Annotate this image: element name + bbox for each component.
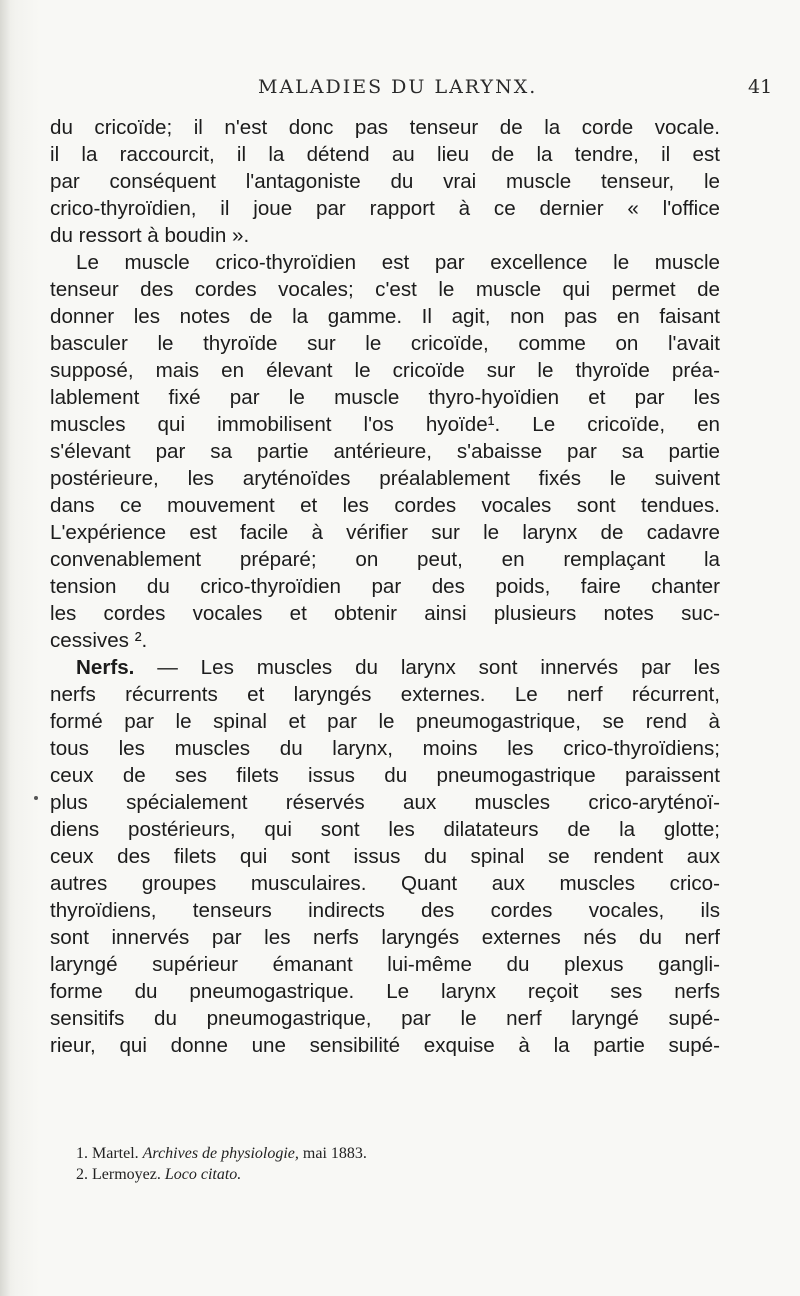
- text-line: cessives ².: [50, 629, 148, 652]
- text-line: muscles qui immobilisent l'os hyoïde¹. Le cricoïde, en: [50, 413, 720, 436]
- text-line: lablement fixé par le muscle thyro-hyoïdien et par les: [50, 386, 720, 409]
- footnote-number: 2.: [76, 1166, 88, 1183]
- text-span: — Les muscles du larynx sont innervés par les: [134, 656, 720, 679]
- text-line: plus spécialement réservés aux muscles crico-aryténoï-: [50, 791, 720, 814]
- text-line: autres groupes musculaires. Quant aux muscles crico-: [50, 872, 720, 895]
- text-line: les cordes vocales et obtenir ainsi plusieurs notes suc-: [50, 602, 720, 625]
- text-line: basculer le thyroïde sur le cricoïde, comme on l'avait: [50, 332, 720, 355]
- text-line: Le muscle crico-thyroïdien est par excellence le muscle: [76, 251, 720, 274]
- page-number: 41: [748, 76, 773, 98]
- text-line: postérieure, les aryténoïdes préalablement fixés le suivent: [50, 467, 720, 490]
- text-line: il la raccourcit, il la détend au lieu de la tendre, il est: [50, 143, 720, 166]
- text-line: s'élevant par sa partie antérieure, s'abaisse par sa partie: [50, 440, 720, 463]
- text-line: du ressort à boudin ».: [50, 224, 250, 247]
- section-lead: Nerfs.: [76, 656, 135, 679]
- footnote: [76, 1164, 716, 1185]
- text-line: sensitifs du pneumogastrique, par le nerf laryngé supé-: [50, 1007, 720, 1030]
- margin-mark: [34, 796, 38, 800]
- footnote-source: Loco citato.: [164, 1166, 242, 1183]
- text-line: du cricoïde; il n'est donc pas tenseur de la corde vocale.: [50, 116, 720, 139]
- text-line: tenseur des cordes vocales; c'est le muscle qui permet de: [50, 278, 720, 301]
- text-line: dans ce mouvement et les cordes vocales sont tendues.: [50, 494, 720, 517]
- text-line: sont innervés par les nerfs laryngés externes nés du nerf: [50, 926, 720, 949]
- text-line: tous les muscles du larynx, moins les crico-thyroïdiens;: [50, 737, 720, 760]
- text-line: supposé, mais en élevant le cricoïde sur le thyroïde préa-: [50, 359, 720, 382]
- text-line: ceux des filets qui sont issus du spinal se rendent aux: [50, 845, 720, 868]
- footnote: [76, 1143, 716, 1164]
- footnotes: [76, 1143, 716, 1185]
- text-line: L'expérience est facile à vérifier sur le larynx de cadavre: [50, 521, 720, 544]
- text-line: ceux de ses filets issus du pneumogastrique paraissent: [50, 764, 720, 787]
- text-line: thyroïdiens, tenseurs indirects des cordes vocales, ils: [50, 899, 720, 922]
- text-line: crico-thyroïdien, il joue par rapport à ce dernier « l'office: [50, 197, 720, 220]
- text-line: par conséquent l'antagoniste du vrai muscle tenseur, le: [50, 170, 720, 193]
- running-head: MALADIES DU LARYNX.: [258, 76, 538, 98]
- footnote-author: Lermoyez.: [92, 1166, 161, 1183]
- text-line: [50, 654, 720, 681]
- footnote-source: Archives de physiologie,: [142, 1145, 299, 1162]
- text-line: tension du crico-thyroïdien par des poids, faire chanter: [50, 575, 720, 598]
- text-line: donner les notes de la gamme. Il agit, non pas en faisant: [50, 305, 720, 328]
- page-binding-edge: [0, 0, 10, 1296]
- page-header: [0, 76, 800, 106]
- body-text: [50, 114, 720, 1059]
- text-line: laryngé supérieur émanant lui-même du plexus gangli-: [50, 953, 720, 976]
- footnote-author: Martel.: [92, 1145, 139, 1162]
- text-line: nerfs récurrents et laryngés externes. Le nerf récurrent,: [50, 683, 720, 706]
- text-line: diens postérieurs, qui sont les dilatateurs de la glotte;: [50, 818, 720, 841]
- text-line: convenablement préparé; on peut, en remplaçant la: [50, 548, 720, 571]
- text-line: forme du pneumogastrique. Le larynx reçoit ses nerfs: [50, 980, 720, 1003]
- footnote-number: 1.: [76, 1145, 88, 1162]
- text-line: formé par le spinal et par le pneumogastrique, se rend à: [50, 710, 720, 733]
- footnote-detail: mai 1883.: [302, 1145, 367, 1162]
- text-line: rieur, qui donne une sensibilité exquise à la partie supé-: [50, 1034, 720, 1057]
